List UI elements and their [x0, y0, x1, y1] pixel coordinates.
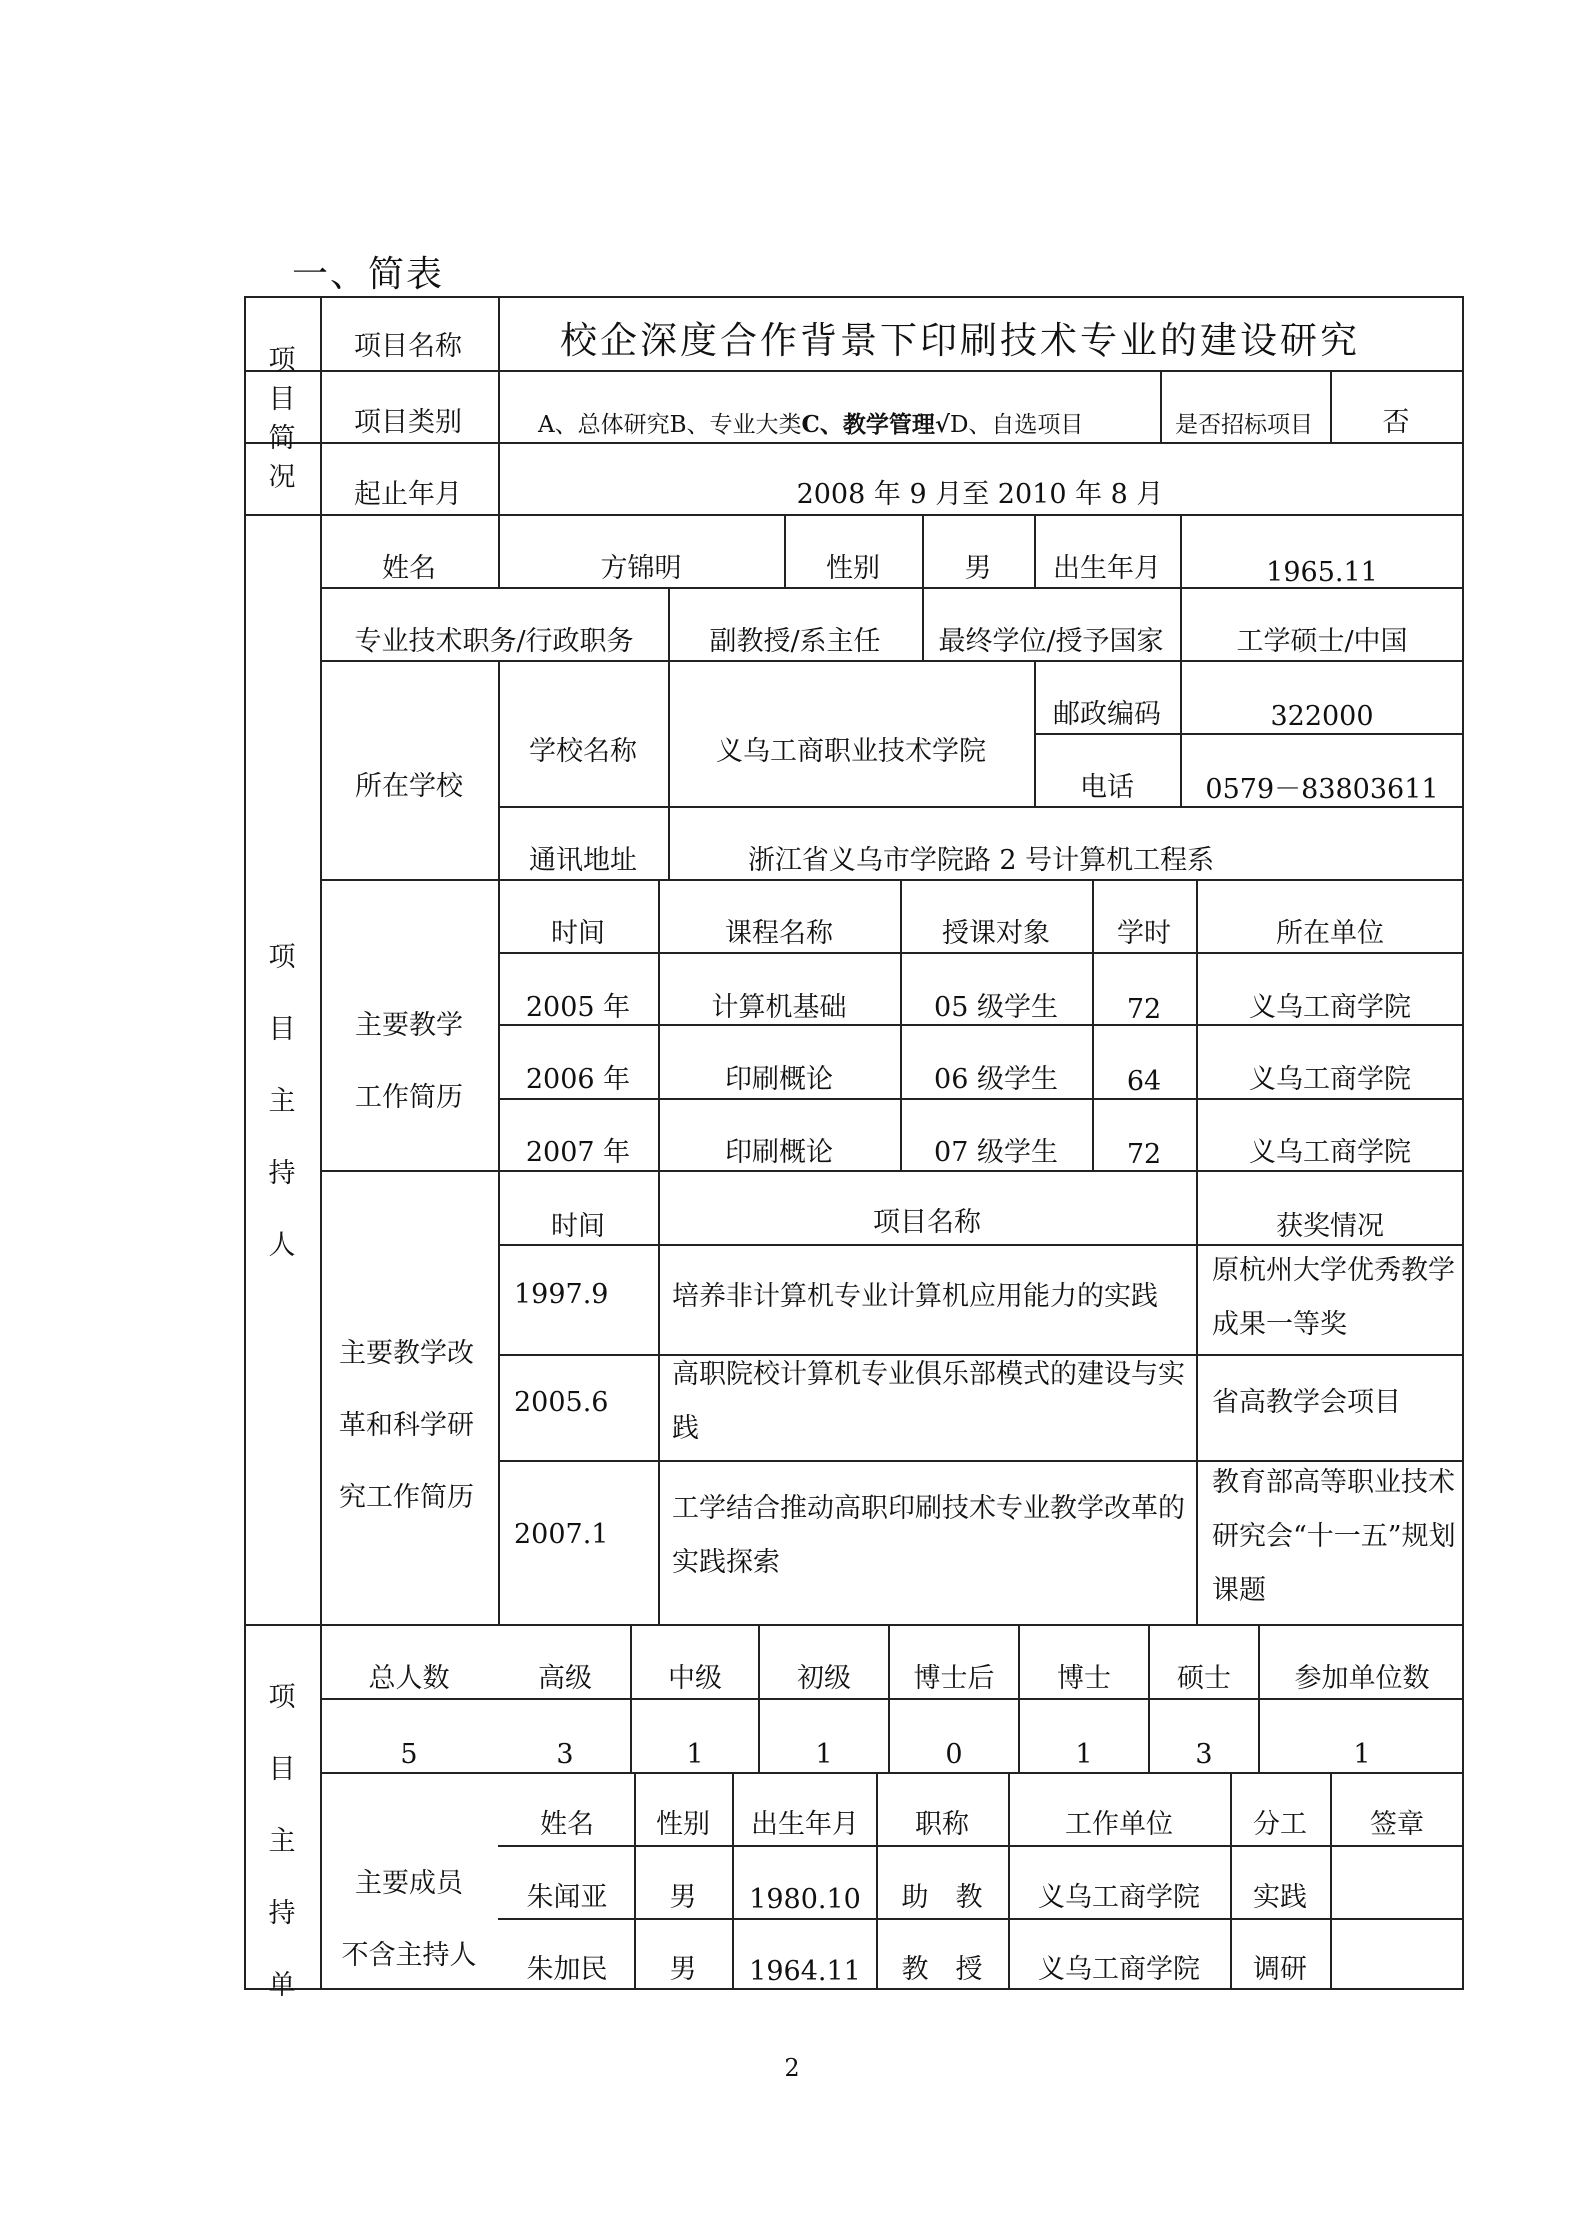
rule — [668, 587, 670, 660]
teaching-row-hours: 64 — [1126, 1066, 1162, 1097]
member-header-gender: 性别 — [656, 1809, 710, 1840]
rule — [320, 1698, 1464, 1700]
rule — [1008, 1772, 1010, 1990]
rule — [244, 370, 1464, 372]
team-header-total: 总人数 — [368, 1663, 450, 1694]
project-name-label: 项目名称 — [354, 331, 462, 362]
rule — [922, 587, 924, 660]
research-row-name: 工学结合推动高职印刷技术专业教学改革的实践探索 — [672, 1493, 1185, 1578]
host-gender-label: 性别 — [826, 553, 880, 584]
rule — [658, 1170, 660, 1624]
rule — [1160, 370, 1162, 442]
teaching-row-time: 2005 年 — [525, 992, 631, 1023]
rule — [320, 1170, 1464, 1172]
teaching-row-hours: 72 — [1126, 994, 1162, 1025]
teaching-row-time: 2007 年 — [525, 1137, 631, 1168]
rule — [1034, 514, 1036, 587]
rule — [1196, 1170, 1198, 1624]
member-header-birth: 出生年月 — [751, 1809, 859, 1840]
member-row-gender: 男 — [669, 1954, 697, 1985]
research-row-award: 教育部高等职业技术研究会“十一五”规划课题 — [1212, 1467, 1456, 1606]
teaching-row-course: 印刷概论 — [725, 1137, 833, 1168]
team-header-phd: 博士 — [1057, 1663, 1111, 1694]
team-header-senior: 高级 — [538, 1663, 592, 1694]
teaching-row-unit: 义乌工商学院 — [1249, 1064, 1411, 1095]
rule — [498, 660, 500, 879]
rule — [498, 296, 500, 514]
rule — [732, 1772, 734, 1990]
teaching-row-time: 2006 年 — [525, 1064, 631, 1095]
rule — [498, 952, 1464, 954]
team-header-master: 硕士 — [1177, 1663, 1231, 1694]
rule — [1148, 1624, 1150, 1772]
team-total-value: 5 — [400, 1739, 418, 1770]
research-row-time: 2005.6 — [514, 1387, 609, 1418]
host-degree-value: 工学硕士/中国 — [1236, 626, 1408, 657]
team-middle-value: 1 — [686, 1739, 704, 1770]
research-header-time: 时间 — [551, 1211, 605, 1242]
host-name-value: 方锦明 — [600, 553, 682, 584]
rule — [1092, 879, 1094, 1170]
rule — [1034, 733, 1464, 735]
team-header-units: 参加单位数 — [1294, 1663, 1430, 1694]
postcode-label: 邮政编码 — [1053, 699, 1161, 730]
member-header-unit: 工作单位 — [1065, 1809, 1173, 1840]
research-row-name: 培养非计算机专业计算机应用能力的实践 — [672, 1281, 1158, 1312]
rule — [1180, 514, 1182, 587]
section-heading: 一、简表 — [292, 254, 445, 295]
rule — [1018, 1624, 1020, 1772]
teaching-row-course: 计算机基础 — [711, 992, 847, 1023]
team-header-middle: 中级 — [668, 1663, 722, 1694]
school-name-label: 学校名称 — [529, 736, 637, 767]
research-header-award: 获奖情况 — [1276, 1211, 1384, 1242]
teaching-row-unit: 义乌工商学院 — [1249, 992, 1411, 1023]
address-value: 浙江省义乌市学院路 2 号计算机工程系 — [747, 845, 1215, 876]
rule — [1034, 660, 1036, 806]
host-birth-value: 1965.11 — [1266, 557, 1378, 588]
research-row-time: 2007.1 — [514, 1519, 609, 1550]
postcode-value: 322000 — [1270, 701, 1374, 732]
rule — [630, 1624, 632, 1772]
member-row-name: 朱加民 — [526, 1954, 608, 1985]
teaching-row-audience: 05 级学生 — [934, 992, 1058, 1023]
teaching-header-audience: 授课对象 — [942, 918, 1050, 949]
teaching-row-unit: 义乌工商学院 — [1249, 1137, 1411, 1168]
rule — [244, 514, 1464, 516]
rule — [658, 879, 660, 1170]
member-row-role: 实践 — [1253, 1882, 1307, 1913]
host-name-label: 姓名 — [382, 553, 436, 584]
rule — [1230, 1772, 1232, 1990]
host-title-value: 副教授/系主任 — [709, 626, 881, 657]
rule — [1196, 879, 1198, 1170]
team-senior-value: 3 — [556, 1739, 574, 1770]
member-row-name: 朱闻亚 — [526, 1882, 608, 1913]
school-name-value: 义乌工商职业技术学院 — [716, 736, 986, 767]
member-row-unit: 义乌工商学院 — [1038, 1954, 1200, 1985]
rule — [498, 879, 500, 1624]
rule — [498, 1845, 1464, 1847]
rule — [784, 514, 786, 587]
address-label: 通讯地址 — [529, 845, 637, 876]
host-gender-value: 男 — [964, 553, 992, 584]
member-header-role: 分工 — [1253, 1809, 1307, 1840]
teaching-history-label: 主要教学 工作简历 — [355, 1010, 463, 1113]
research-row-award: 省高教学会项目 — [1212, 1387, 1401, 1418]
teaching-header-time: 时间 — [551, 918, 605, 949]
team-junior-value: 1 — [815, 1739, 833, 1770]
member-row-title: 教 授 — [901, 1954, 983, 1985]
rule — [498, 1918, 1464, 1920]
teaching-row-audience: 07 级学生 — [934, 1137, 1058, 1168]
host-side-label: 项 目 主 持 人 — [268, 942, 296, 1261]
research-row-name: 高职院校计算机专业俱乐部模式的建设与实践 — [672, 1359, 1185, 1444]
team-header-junior: 初级 — [797, 1663, 851, 1694]
team-header-postdoc: 博士后 — [913, 1663, 995, 1694]
rule — [900, 879, 902, 1170]
bid-project-value: 否 — [1382, 407, 1410, 438]
member-row-title: 助 教 — [901, 1882, 983, 1913]
member-row-birth: 1964.11 — [749, 1956, 861, 1987]
rule — [922, 514, 924, 587]
members-label: 主要成员 不含主持人 — [341, 1868, 477, 1971]
school-label: 所在学校 — [355, 771, 463, 802]
host-degree-label: 最终学位/授予国家 — [938, 626, 1164, 657]
rule — [320, 296, 322, 1990]
research-row-award: 原杭州大学优秀教学成果一等奖 — [1212, 1255, 1455, 1340]
project-category-label: 项目类别 — [354, 407, 462, 438]
host-birth-label: 出生年月 — [1053, 553, 1161, 584]
rule — [888, 1624, 890, 1772]
member-row-unit: 义乌工商学院 — [1038, 1882, 1200, 1913]
period-label: 起止年月 — [354, 479, 462, 510]
project-category-options: A、总体研究B、专业大类C、教学管理√D、自选项目 — [538, 411, 1084, 438]
rule — [634, 1772, 636, 1990]
rule — [320, 1772, 1464, 1774]
research-history-label: 主要教学改 革和科学研 究工作简历 — [339, 1338, 474, 1513]
teaching-header-unit: 所在单位 — [1276, 918, 1384, 949]
rule — [244, 1624, 1464, 1626]
team-phd-value: 1 — [1075, 1739, 1093, 1770]
member-header-title: 职称 — [915, 1809, 969, 1840]
rule — [498, 1098, 1464, 1100]
member-row-birth: 1980.10 — [749, 1884, 861, 1915]
overview-side-label: 项 目 简 况 — [268, 345, 296, 493]
rule — [876, 1772, 878, 1990]
period-value: 2008 年 9 月至 2010 年 8 月 — [796, 479, 1164, 510]
phone-label: 电话 — [1080, 772, 1134, 803]
project-name-value: 校企深度合作背景下印刷技术专业的建设研究 — [560, 319, 1360, 362]
team-side-label: 项 目 主 持 单 — [268, 1682, 296, 2001]
teaching-header-hours: 学时 — [1117, 918, 1171, 949]
phone-value: 0579－83803611 — [1205, 774, 1439, 805]
teaching-header-course: 课程名称 — [725, 918, 833, 949]
team-units-value: 1 — [1353, 1739, 1371, 1770]
bid-project-label: 是否招标项目 — [1175, 412, 1313, 438]
rule — [244, 442, 1464, 444]
research-row-time: 1997.9 — [514, 1279, 609, 1310]
rule — [320, 660, 1464, 662]
rule — [1258, 1624, 1260, 1772]
member-row-gender: 男 — [669, 1882, 697, 1913]
teaching-row-audience: 06 级学生 — [934, 1064, 1058, 1095]
page-number: 2 — [784, 2054, 800, 2082]
rule — [668, 660, 670, 879]
team-postdoc-value: 0 — [945, 1739, 963, 1770]
teaching-row-hours: 72 — [1126, 1139, 1162, 1170]
rule — [1330, 370, 1332, 442]
member-row-role: 调研 — [1253, 1954, 1307, 1985]
host-title-label: 专业技术职务/行政职务 — [354, 626, 634, 657]
rule — [758, 1624, 760, 1772]
rule — [1180, 587, 1182, 660]
teaching-row-course: 印刷概论 — [725, 1064, 833, 1095]
rule — [320, 879, 1464, 881]
team-master-value: 3 — [1195, 1739, 1213, 1770]
rule — [1180, 660, 1182, 806]
research-header-name: 项目名称 — [873, 1207, 981, 1238]
member-header-name: 姓名 — [540, 1809, 594, 1840]
rule — [1330, 1772, 1332, 1990]
member-header-signature: 签章 — [1370, 1809, 1424, 1840]
rule — [498, 514, 500, 587]
